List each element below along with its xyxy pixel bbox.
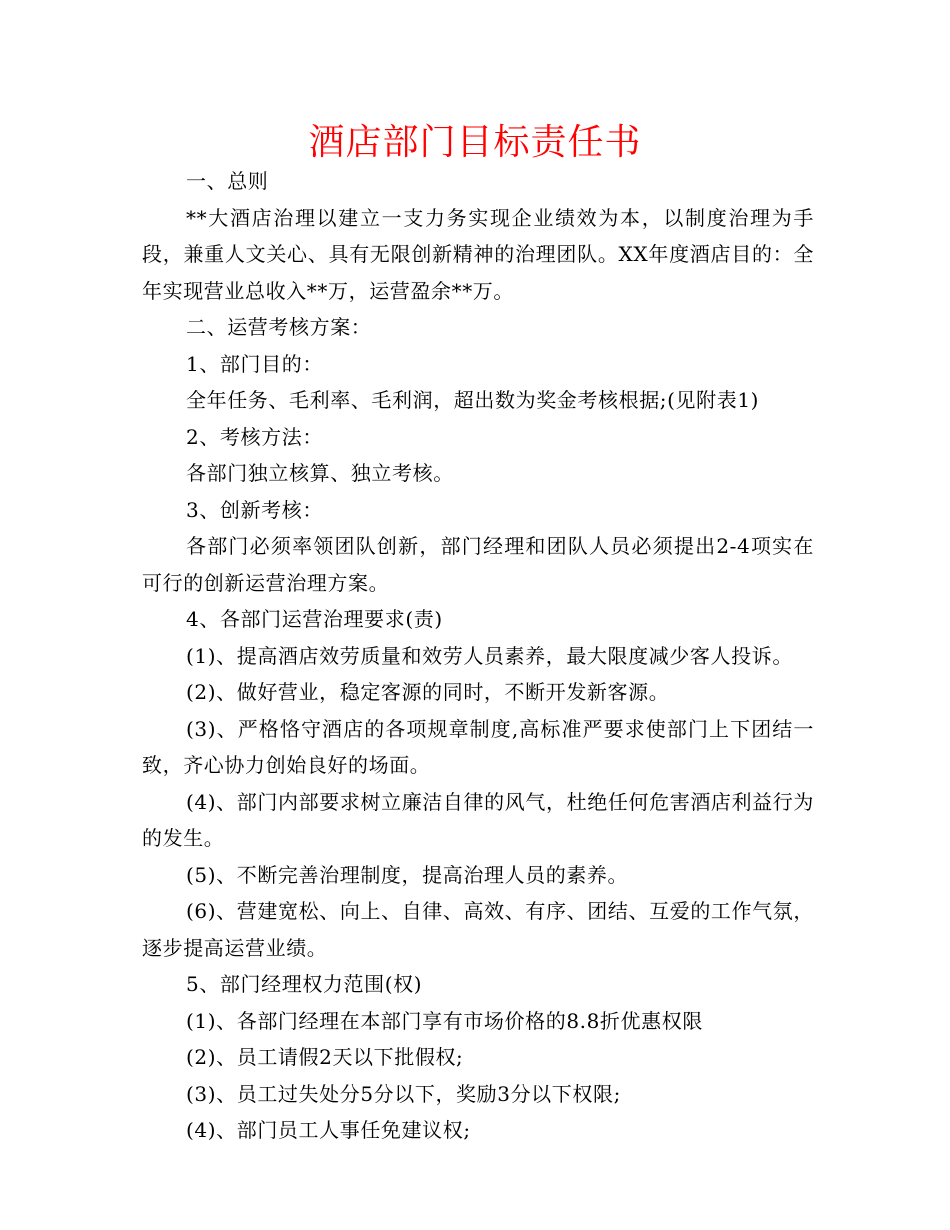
section-heading-general: 一、总则 [186,169,269,193]
requirement-item: (5)、不断完善治理制度，提高治理人员的素养。 [186,862,629,887]
item-heading-dept-goal: 1、部门目的： [186,351,323,376]
requirement-item: (1)、提高酒店效劳质量和效劳人员素养，最大限度减少客人投诉。 [186,643,793,668]
authority-item: (4)、部门员工人事任免建议权; [186,1118,471,1142]
paragraph-method: 各部门独立核算、独立考核。 [186,461,454,485]
document-title: 酒店部门目标责任书 [308,122,642,163]
requirement-item: (4)、部门内部要求树立廉洁自律的风气，杜绝任何危害酒店利益行为的发生。 [142,789,814,850]
requirement-item: (2)、做好营业，稳定客源的同时，不断开发新客源。 [186,680,670,704]
paragraph-dept-goal: 全年任务、毛利率、毛利润，超出数为奖金考核根据;(见附表1) [186,388,760,412]
item-heading-authority: 5、部门经理权力范围(权) [186,972,423,996]
authority-item: (2)、员工请假2天以下批假权; [186,1045,464,1069]
paragraph-overview: **大酒店治理以建立一支力务实现企业绩效为本，以制度治理为手段，兼重人文关心、具有无限创新精神的治理团队。XX年度酒店目的：全年实现营业总收入**万，运营盈余**万。 [142,205,814,303]
requirement-item: (3)、严格恪守酒店的各项规章制度,高标准严要求使部门上下团结一致，齐心协力创始良好的场面。 [142,716,814,777]
paragraph-innovation: 各部门必须率领团队创新，部门经理和团队人员必须提出2-4项实在可行的创新运营治理方案。 [142,534,814,595]
authority-item: (3)、员工过失处分5分以下，奖励3分以下权限; [186,1081,621,1106]
authority-item: (1)、各部门经理在本部门享有市场价格的8.8折优惠权限 [186,1008,703,1033]
document-body [142,163,814,1149]
item-heading-requirements: 4、各部门运营治理要求(责) [186,607,443,631]
section-heading-assessment: 二、运营考核方案： [186,315,372,339]
requirement-item: (6)、营建宽松、向上、自律、高效、有序、团结、互爱的工作气氛，逐步提高运营业绩。 [142,899,814,960]
item-heading-method: 2、考核方法： [186,424,323,449]
item-heading-innovation: 3、创新考核： [186,497,323,522]
